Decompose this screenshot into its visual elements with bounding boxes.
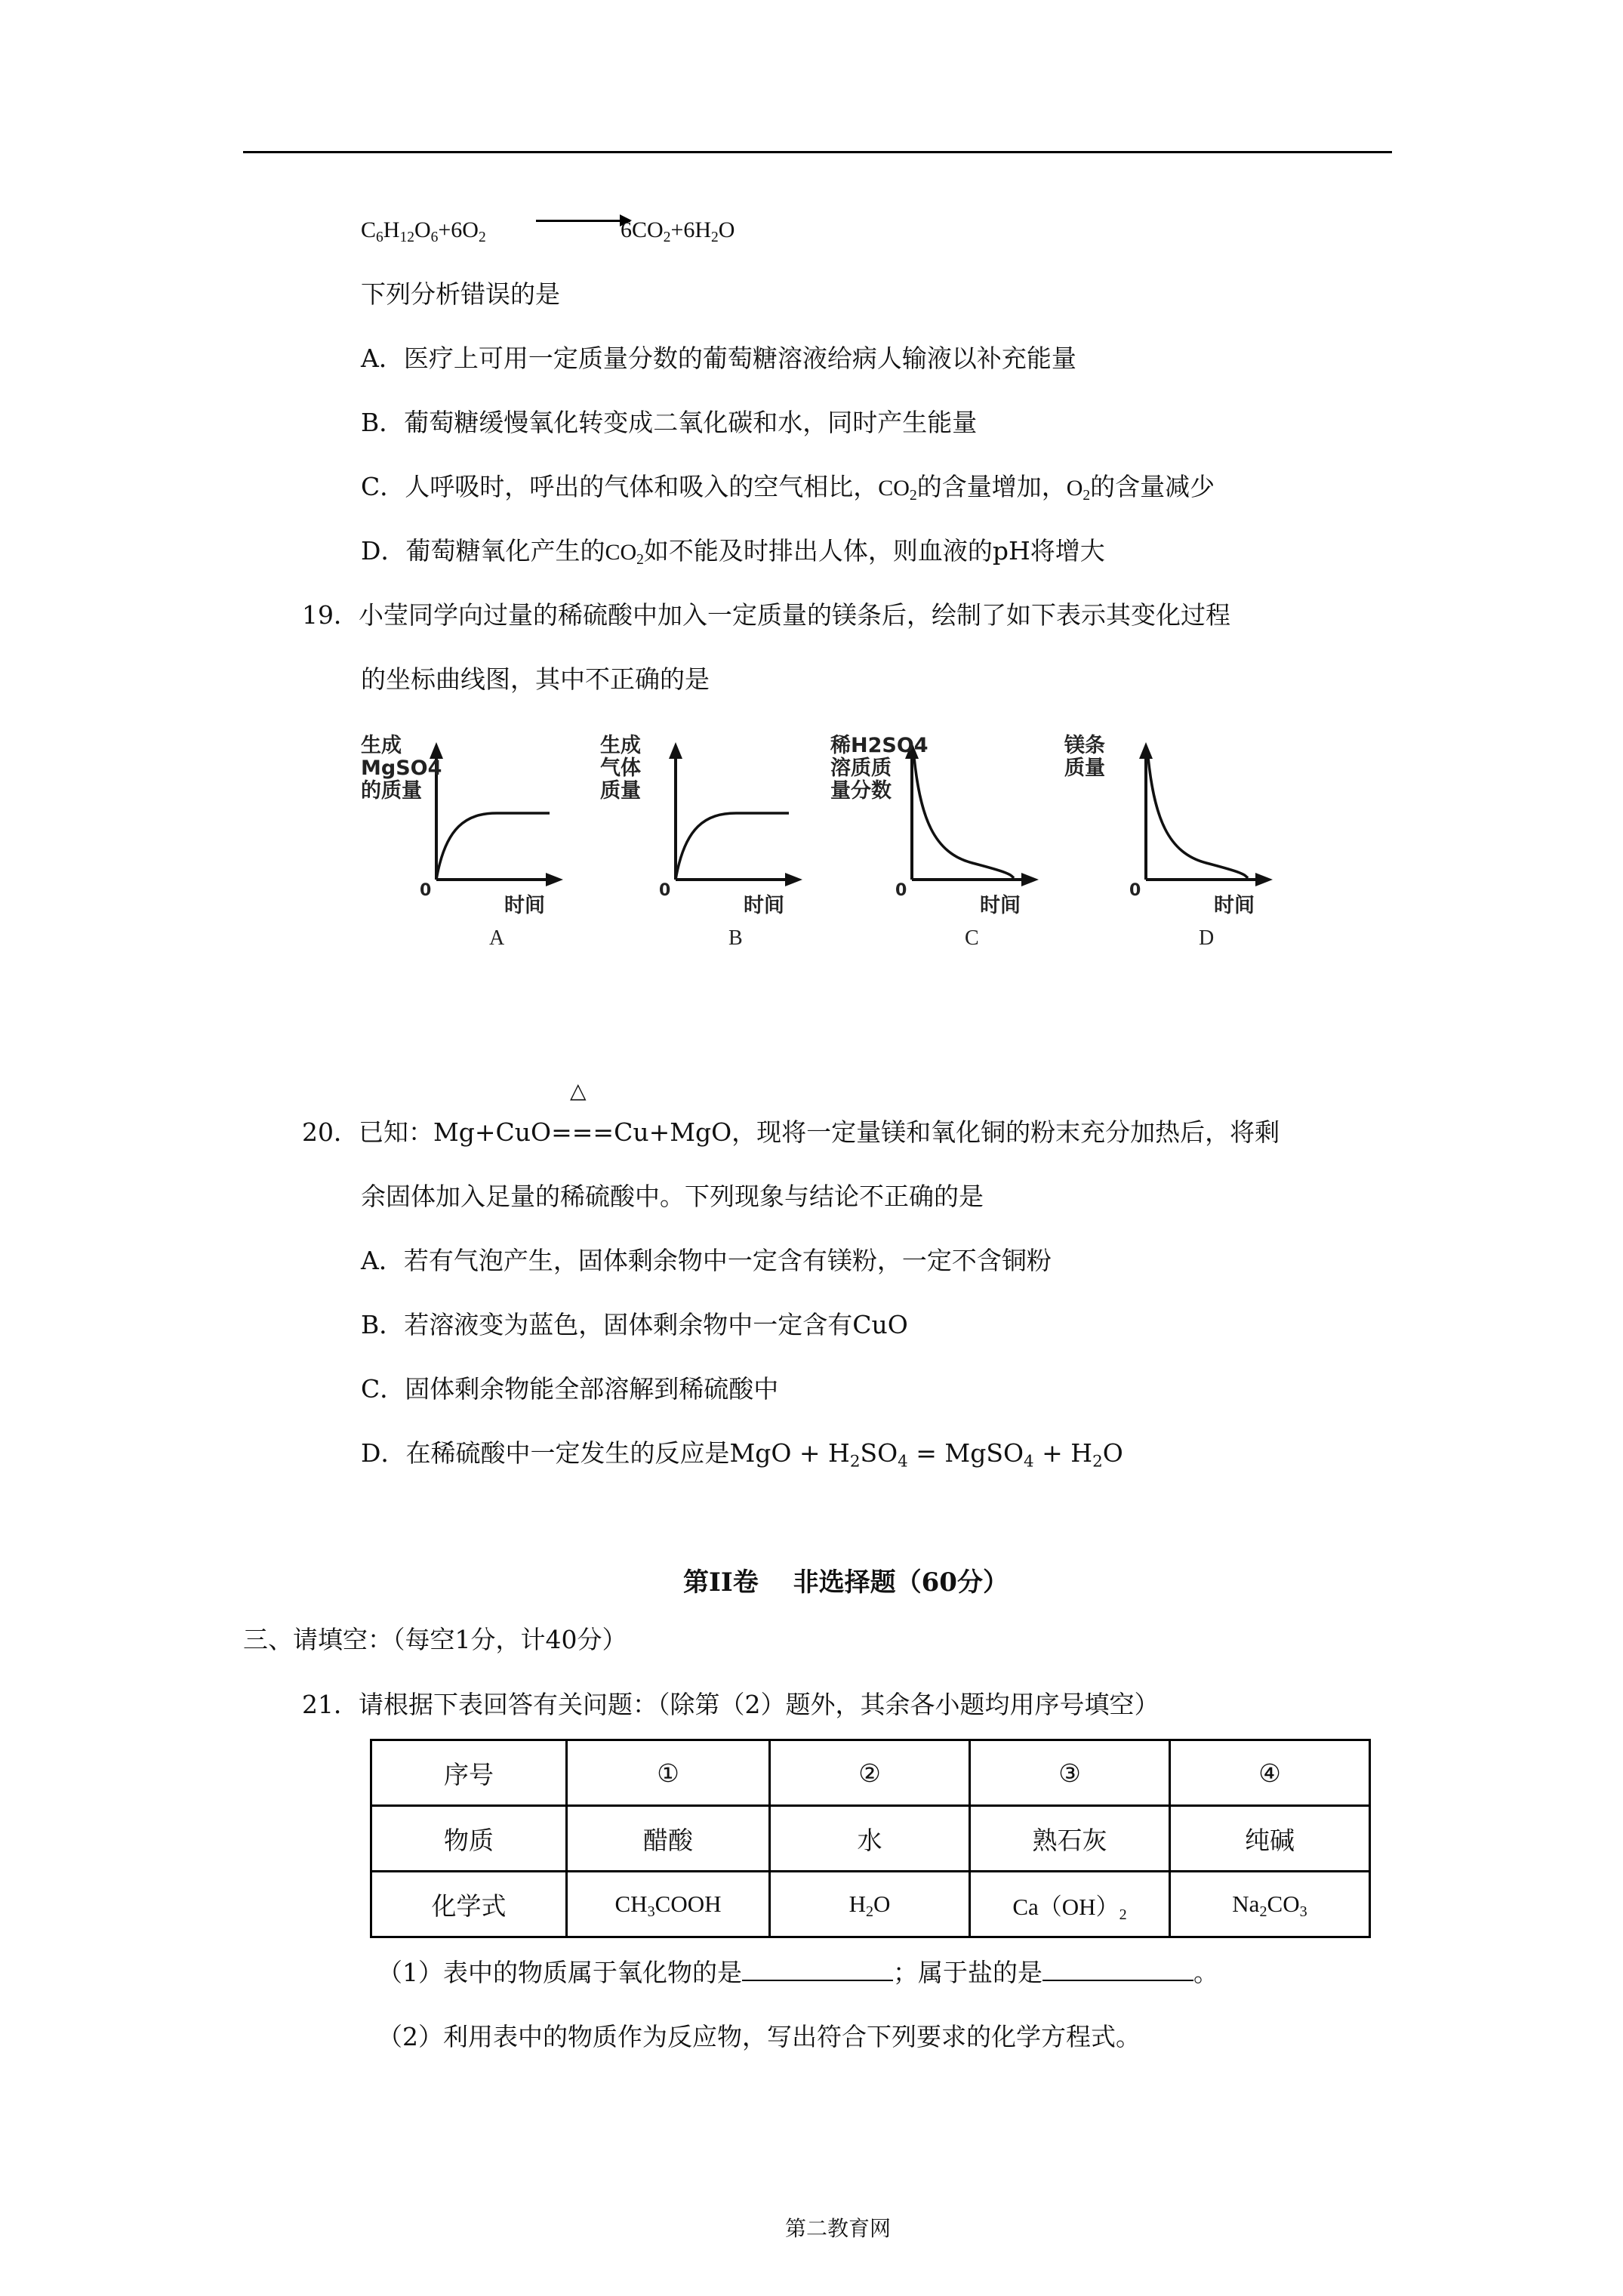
page-footer: 第二教育网 [785, 2216, 892, 2241]
q20-option-d-post: = MgSO [907, 1438, 1024, 1468]
q20-line1: 20．已知：Mg+CuO===Cu+MgO，现将一定量镁和氧化铜的粉末充分加热后，将剩 [302, 1117, 1280, 1147]
q18-option-c-mid: 的含量增加， [916, 472, 1067, 501]
equation-right: $6CO_2+6H_2O$ [621, 217, 735, 245]
x-axis-arrow [546, 873, 563, 886]
answer-blank-oxide[interactable] [742, 1957, 893, 1981]
q21-sub1 [377, 1957, 1218, 1988]
graph-c [830, 729, 1055, 955]
q21-sub1-a: （1）表中的物质属于氧化物的是 [377, 1958, 742, 1987]
q21-stem: 21．请根据下表回答有关问题：（除第（2）题外，其余各小题均用序号填空） [302, 1690, 1160, 1719]
graph-option-letter: D [1199, 926, 1215, 950]
table-header-cell: 化学式 [371, 1872, 567, 1937]
q21-sub1-b: ；属于盐的是 [893, 1958, 1042, 1987]
table-cell: 熟石灰 [970, 1806, 1170, 1872]
part2-title: 第II卷 非选择题（60分） [683, 1567, 1009, 1598]
graph-origin-label: 0 [659, 881, 671, 900]
q21-table [370, 1739, 1371, 1938]
data-curve [676, 813, 789, 880]
graph-origin-label: 0 [420, 881, 432, 900]
data-curve [436, 813, 550, 880]
graph-x-label: 时间 [504, 894, 545, 917]
x-axis-arrow [1255, 873, 1273, 886]
graph-x-label: 时间 [980, 894, 1021, 917]
formula-cell: $H_2O$ [770, 1872, 970, 1937]
graph-y-label: 生成 气体 质量 [600, 734, 641, 803]
graph-d [1064, 729, 1289, 955]
q18-option-c-post: 的含量减少 [1090, 472, 1215, 501]
graph-a [361, 729, 580, 955]
table-cell: ① [567, 1740, 770, 1806]
answer-blank-salt[interactable] [1042, 1957, 1193, 1981]
header-rule [243, 151, 1392, 153]
table-cell: ③ [970, 1740, 1170, 1806]
graph-y-label: 镁条 质量 [1064, 734, 1105, 780]
q21-sub2: （2）利用表中的物质作为反应物，写出符合下列要求的化学方程式。 [377, 2022, 1141, 2051]
table-row [371, 1806, 1370, 1872]
graph-option-letter: A [489, 926, 505, 950]
table-cell: 水 [770, 1806, 970, 1872]
q18-option-c-pre: C．人呼吸时，呼出的气体和吸入的空气相比， [361, 472, 879, 501]
q20-line2: 余固体加入足量的稀硫酸中。下列现象与结论不正确的是 [361, 1182, 984, 1211]
q18-option-b: B．葡萄糖缓慢氧化转变成二氧化碳和水，同时产生能量 [361, 408, 978, 437]
q20-delta: △ [570, 1078, 587, 1103]
q18-option-d-post: 如不能及时排出人体，则血液的pH将增大 [643, 536, 1105, 566]
y-axis-arrow [1139, 742, 1153, 759]
formula-cell: $CH_3COOH$ [567, 1872, 770, 1937]
graph-x-label: 时间 [1214, 894, 1255, 917]
reaction-arrow [536, 220, 630, 222]
graph-origin-label: 0 [895, 881, 907, 900]
q20-option-d-pre: D．在稀硫酸中一定发生的反应是MgO + H [361, 1438, 850, 1468]
q19-line2: 的坐标曲线图，其中不正确的是 [361, 664, 710, 694]
graph-y-label: 稀H2SO4 溶质质 量分数 [830, 734, 929, 803]
q20-option-d: D．在稀硫酸中一定发生的反应是MgO + $H_2SO_4$ = MgSO$_4$ + $H_2O$ [361, 1438, 1123, 1472]
table-cell: ④ [1170, 1740, 1370, 1806]
graph-option-letter: C [965, 926, 979, 950]
graph-x-label: 时间 [744, 894, 784, 917]
data-curve [1147, 750, 1248, 878]
graph-y-label: 生成 MgSO4 的质量 [361, 734, 442, 803]
q21-sub1-c: 。 [1193, 1958, 1218, 1987]
table-cell: 醋酸 [567, 1806, 770, 1872]
q20-option-a: A．若有气泡产生，固体剩余物中一定含有镁粉，一定不含铜粉 [361, 1246, 1052, 1275]
q20-option-b: B．若溶液变为蓝色，固体剩余物中一定含有CuO [361, 1310, 908, 1339]
q18-option-a: A．医疗上可用一定质量分数的葡萄糖溶液给病人输液以补充能量 [361, 344, 1076, 373]
graph-option-letter: B [728, 926, 743, 950]
q18-option-d: D．葡萄糖氧化产生的$CO_2$如不能及时排出人体，则血液的pH将增大 [361, 536, 1105, 568]
table-row [371, 1740, 1370, 1806]
x-axis-arrow [785, 873, 802, 886]
section3-heading: 三、请填空：（每空1分，计40分） [243, 1625, 627, 1654]
formula-cell: $Na_2CO_3$ [1170, 1872, 1370, 1937]
x-axis-arrow [1021, 873, 1039, 886]
table-cell: 纯碱 [1170, 1806, 1370, 1872]
q19-line1: 19．小莹同学向过量的稀硫酸中加入一定质量的镁条后，绘制了如下表示其变化过程 [302, 600, 1230, 630]
data-curve [913, 750, 1014, 878]
formula-cell: $Ca(OH)_2$ [970, 1872, 1170, 1937]
table-cell: ② [770, 1740, 970, 1806]
y-axis-arrow [669, 742, 682, 759]
q18-option-c: C．人呼吸时，呼出的气体和吸入的空气相比，$CO_2$的含量增加，$O_2$的含量减少 [361, 472, 1215, 504]
table-header-cell: 物质 [371, 1806, 567, 1872]
q18-stem: 下列分析错误的是 [361, 279, 560, 309]
graph-b [600, 729, 819, 955]
q20-option-c: C．固体剩余物能全部溶解到稀硫酸中 [361, 1374, 779, 1404]
table-header-cell: 序号 [371, 1740, 567, 1806]
equation-left: $C_6H_{12}O_6+6O_2$ [361, 217, 486, 245]
q18-option-d-pre: D．葡萄糖氧化产生的 [361, 536, 605, 566]
table-row [371, 1872, 1370, 1937]
graph-origin-label: 0 [1129, 881, 1141, 900]
